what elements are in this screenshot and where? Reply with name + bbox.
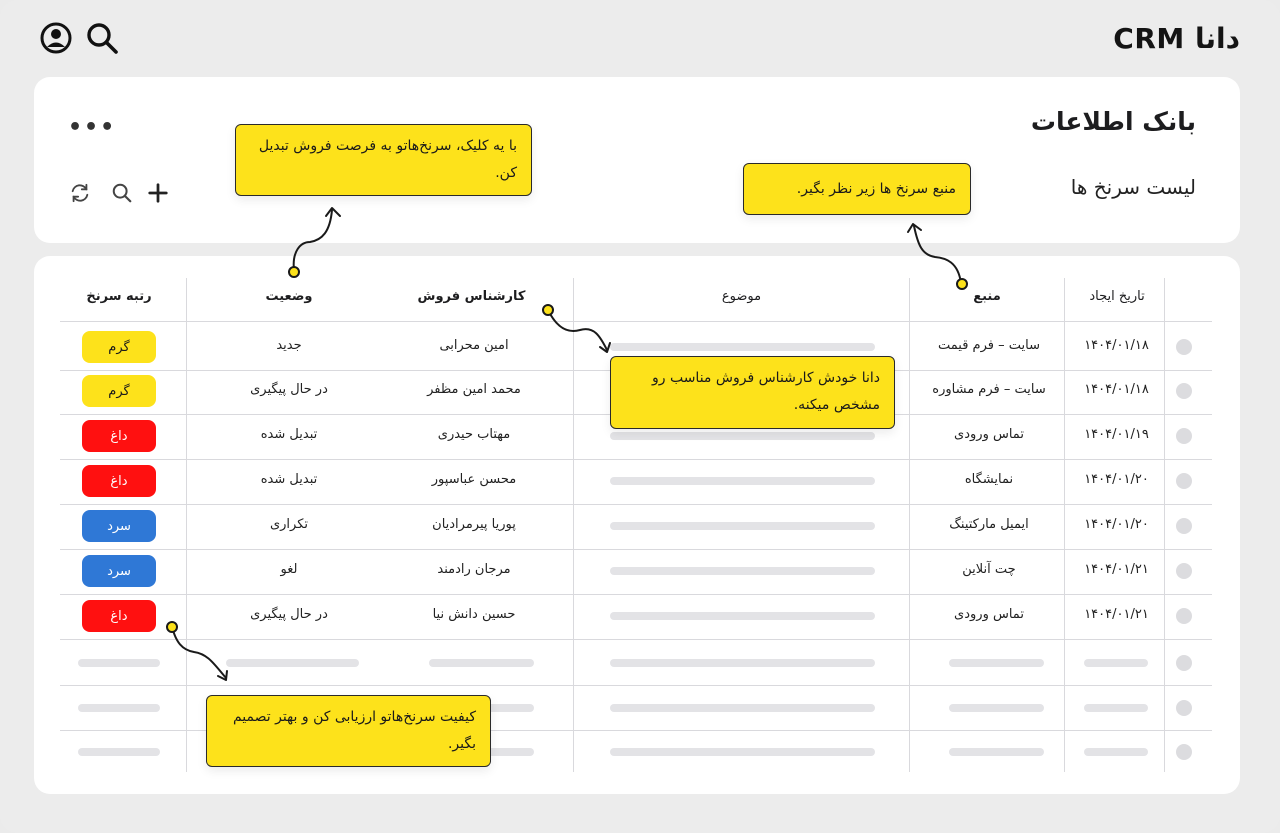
cell-expert: مرجان رادمند: [437, 562, 511, 577]
cell-source: سایت – فرم مشاوره: [932, 382, 1046, 397]
cell-date: ۱۴۰۴/۰۱/۱۹: [1084, 427, 1149, 442]
cell-subject-placeholder: [610, 567, 875, 575]
cell-placeholder: [78, 659, 160, 667]
row-divider: [60, 504, 1212, 505]
rank-badge[interactable]: گرم: [82, 331, 156, 363]
cell-placeholder: [1084, 704, 1148, 712]
callout-source: منبع سرنخ ها زیر نظر بگیر.: [743, 163, 971, 215]
page-title: بانک اطلاعات: [1030, 107, 1196, 136]
column-header-expert[interactable]: کارشناس فروش: [417, 289, 526, 304]
header-card: [34, 77, 1240, 243]
rank-badge[interactable]: داغ: [82, 420, 156, 452]
row-select-radio[interactable]: [1176, 339, 1192, 355]
cell-placeholder: [610, 659, 875, 667]
cell-placeholder: [949, 659, 1044, 667]
search-icon[interactable]: [84, 20, 120, 56]
user-circle-icon[interactable]: [38, 20, 74, 56]
cell-expert: مهتاب حیدری: [437, 427, 511, 442]
cell-source: ایمیل مارکتینگ: [949, 517, 1029, 532]
cell-date: ۱۴۰۴/۰۱/۲۱: [1084, 607, 1149, 622]
cell-placeholder: [610, 748, 875, 756]
row-divider: [60, 549, 1212, 550]
cell-subject-placeholder: [610, 612, 875, 620]
table-search-icon[interactable]: [110, 181, 134, 205]
cell-placeholder: [78, 704, 160, 712]
row-select-radio[interactable]: [1176, 700, 1192, 716]
column-header-source[interactable]: منبع: [973, 289, 1001, 304]
rank-badge[interactable]: داغ: [82, 600, 156, 632]
row-divider: [60, 459, 1212, 460]
rank-badge[interactable]: سرد: [82, 555, 156, 587]
cell-placeholder: [226, 659, 359, 667]
callout-quality: کیفیت سرنخ‌هاتو ارزیابی کن و بهتر تصمیم بگیر.: [206, 695, 491, 767]
cell-status: جدید: [276, 338, 302, 353]
cell-source: نمایشگاه: [964, 472, 1014, 487]
cell-source: تماس ورودی: [954, 607, 1024, 622]
cell-status: تبدیل شده: [260, 472, 318, 487]
rank-badge[interactable]: داغ: [82, 465, 156, 497]
cell-placeholder: [949, 704, 1044, 712]
cell-expert: امین محرابی: [439, 338, 509, 353]
cell-status: لغو: [280, 562, 298, 577]
column-header-subject[interactable]: موضوع: [721, 289, 762, 304]
column-divider: [186, 278, 187, 772]
column-header-status[interactable]: وضعیت: [265, 289, 313, 304]
row-select-radio[interactable]: [1176, 744, 1192, 760]
cell-status: تکراری: [269, 517, 309, 532]
cell-placeholder: [1084, 659, 1148, 667]
cell-subject-placeholder: [610, 343, 875, 351]
rank-badge[interactable]: سرد: [82, 510, 156, 542]
rank-badge[interactable]: گرم: [82, 375, 156, 407]
cell-subject-placeholder: [610, 432, 875, 440]
cell-subject-placeholder: [610, 522, 875, 530]
callout-convert: با یه کلیک، سرنخ‌هاتو به فرصت فروش تبدیل کن.: [235, 124, 532, 196]
row-divider: [60, 594, 1212, 595]
row-divider: [60, 685, 1212, 686]
cell-date: ۱۴۰۴/۰۱/۲۱: [1084, 562, 1149, 577]
cell-placeholder: [949, 748, 1044, 756]
row-divider: [60, 321, 1212, 322]
cell-source: سایت – فرم قیمت: [938, 338, 1040, 353]
row-divider: [60, 639, 1212, 640]
cell-date: ۱۴۰۴/۰۱/۱۸: [1084, 338, 1149, 353]
cell-placeholder: [429, 659, 534, 667]
column-divider: [573, 278, 574, 772]
row-select-radio[interactable]: [1176, 655, 1192, 671]
row-select-radio[interactable]: [1176, 383, 1192, 399]
cell-status: تبدیل شده: [260, 427, 318, 442]
cell-expert: حسین دانش نیا: [432, 607, 516, 622]
row-select-radio[interactable]: [1176, 563, 1192, 579]
cell-status: در حال پیگیری: [250, 382, 328, 397]
column-header-date[interactable]: تاریخ ایجاد: [1089, 289, 1145, 304]
row-select-radio[interactable]: [1176, 428, 1192, 444]
row-select-radio[interactable]: [1176, 473, 1192, 489]
column-divider: [1164, 278, 1165, 772]
cell-expert: محمد امین مظفر: [427, 382, 521, 397]
column-divider: [909, 278, 910, 772]
more-options-icon[interactable]: •••: [68, 115, 117, 140]
cell-expert: پوریا پیرمرادیان: [432, 517, 516, 532]
cell-placeholder: [610, 704, 875, 712]
app-logo: CRM دانا: [1113, 22, 1240, 55]
column-header-rank[interactable]: رتبه سرنخ: [86, 289, 152, 304]
row-select-radio[interactable]: [1176, 518, 1192, 534]
cell-placeholder: [78, 748, 160, 756]
cell-status: در حال پیگیری: [250, 607, 328, 622]
cell-source: تماس ورودی: [954, 427, 1024, 442]
cell-subject-placeholder: [610, 477, 875, 485]
cell-expert: محسن عباسپور: [431, 472, 517, 487]
callout-expert: دانا خودش کارشناس فروش مناسب رو مشخص میکنه.: [610, 356, 895, 429]
page-subtitle: لیست سرنخ ها: [1070, 175, 1196, 199]
plus-icon[interactable]: [146, 181, 170, 205]
cell-placeholder: [1084, 748, 1148, 756]
refresh-icon[interactable]: [68, 181, 92, 205]
cell-date: ۱۴۰۴/۰۱/۲۰: [1084, 517, 1149, 532]
cell-date: ۱۴۰۴/۰۱/۱۸: [1084, 382, 1149, 397]
column-divider: [1064, 278, 1065, 772]
cell-source: چت آنلاین: [962, 562, 1016, 577]
cell-date: ۱۴۰۴/۰۱/۲۰: [1084, 472, 1149, 487]
row-select-radio[interactable]: [1176, 608, 1192, 624]
